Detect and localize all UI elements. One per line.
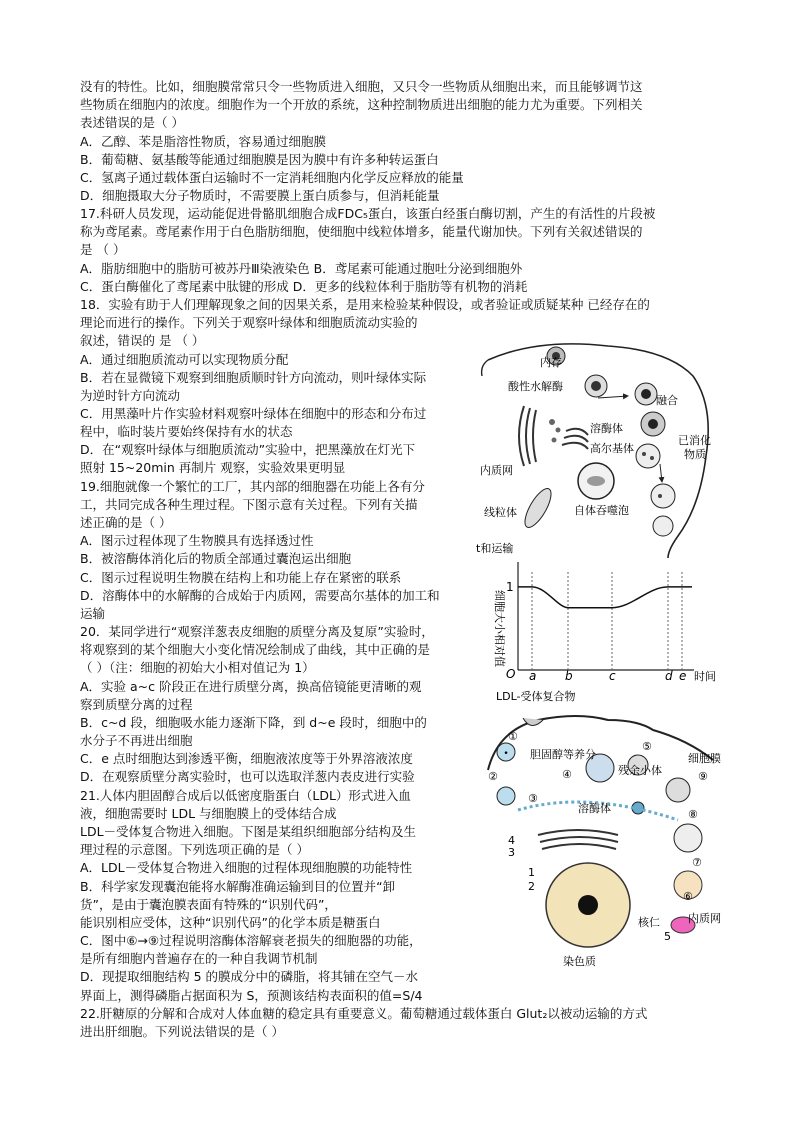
label-neizhiwang: 内质网 (480, 464, 513, 477)
option-line: C．图中⑥→⑨过程说明溶酶体溶解衰老损失的细胞器的功能， (80, 933, 422, 948)
text-line: 水分子不再进出细胞 (80, 733, 193, 748)
label-rongmeiti: 溶酶体 (578, 802, 611, 815)
num-d1: 1 (528, 866, 535, 879)
text-line: 为逆时针方向流动 (80, 388, 181, 403)
option-line: B．葡萄糖、氨基酸等能通过细胞膜是因为膜中有许多种转运蛋白 (80, 152, 439, 167)
option-line: C．用黑藻叶片作实验材料观察叶绿体在细胞中的形态和分布过 (80, 406, 427, 421)
chart-top-label: t和运输 (476, 542, 514, 555)
option-line: A．图示过程体现了生物膜具有选择透过性 (80, 533, 314, 548)
text-line: 运输 (80, 606, 106, 621)
label-ronghe: 融合 (656, 394, 678, 407)
option-line: B．c~d 段，细胞吸水能力逐渐下降，到 d~e 段时，细胞中的 (80, 715, 427, 730)
option-line: A．乙醇、苯是脂溶性物质，容易通过细胞膜 (80, 134, 327, 149)
num-8: ⑧ (688, 808, 698, 821)
text-line: 工，共同完成各种生理过程。下图示意有关过程。下列有关描 (80, 497, 418, 512)
lysosome-diagram (478, 336, 718, 561)
option-line: C．e 点时细胞达到渗透平衡，细胞液浓度等于外界溶液浓度 (80, 751, 413, 766)
option-line: A．LDL－受体复合物进入细胞的过程体现细胞膜的功能特性 (80, 860, 413, 875)
origin-label: O (506, 667, 516, 681)
label-zitishi: 自体吞噬泡 (574, 504, 629, 517)
text-line: 察到质壁分离的过程 (80, 697, 193, 712)
x-tick-c: c (609, 669, 616, 683)
option-line: C．图示过程说明生物膜在结构上和功能上存在紧密的联系 (80, 570, 402, 585)
option-line: D．现提取细胞结构 5 的膜成分中的磷脂，将其铺在空气－水 (80, 969, 419, 984)
option-line: D．溶酶体中的水解酶的合成始于内质网，需要高尔基体的加工和 (80, 588, 440, 603)
num-d5: 5 (664, 930, 671, 943)
option-line: C．蛋白酶催化了鸢尾素中肽键的形成 D．更多的线粒体利于脂肪等有机物的消耗 (80, 279, 528, 294)
cell-size-curve (518, 587, 692, 608)
label-neicun: 内存 (540, 356, 562, 369)
option-line: B．被溶酶体消化后的物质全部通过囊泡运出细胞 (80, 551, 352, 566)
option-line: D．在观察质壁分离实验时，也可以选取洋葱内表皮进行实验 (80, 769, 415, 784)
num-9: ⑨ (698, 770, 708, 783)
text-line: 理论而进行的操作。下列关于观察叶绿体和细胞质流动实验的 (80, 315, 418, 330)
ldl-cell-diagram (478, 690, 728, 970)
text-line: 称为鸢尾素。鸢尾素作用于白色脂肪细胞，使细胞中线粒体增多，能量代谢加快。下列有关叙述错误的 (80, 224, 643, 239)
label-gaoerji: 高尔基体 (590, 442, 634, 455)
text-line: 叙述，错误的 是 （ ） (80, 333, 205, 348)
y-axis-label: 细胞大小相对值 (493, 590, 506, 667)
x-tick-e: e (679, 669, 687, 683)
text-line: 能识别相应受体，这种“识别代码”的化学本质是糖蛋白 (80, 915, 381, 930)
num-1: ① (508, 730, 518, 743)
label-ransezhi: 染色质 (563, 955, 596, 968)
option-line: C．氢离子通过载体蛋白运输时不一定消耗细胞内化学反应释放的能量 (80, 170, 464, 185)
num-d3: 3 (508, 846, 515, 859)
y-tick-1: 1 (506, 579, 514, 594)
question-22: 22.肝糖原的分解和合成对人体血糖的稳定具有重要意义。葡萄糖通过载体蛋白 Glut₂以被动运输的方式 (80, 1006, 648, 1021)
label-heren: 核仁 (638, 916, 660, 929)
label-canyu: 残余小体 (618, 764, 662, 777)
text-line: 些物质在细胞内的浓度。细胞作为一个开放的系统，这种控制物质进出细胞的能力尤为重要。下列相关 (80, 97, 643, 112)
text-line: LDL－受体复合物进入细胞。下图是某组织细胞部分结构及生 (80, 824, 417, 839)
question-18: 18．实验有助于人们理解现象之间的因果关系，是用来检验某种假设，或者验证或质疑某种 已经存在的 (80, 297, 650, 312)
x-tick-b: b (565, 669, 573, 683)
num-d2: 2 (528, 880, 535, 893)
num-3: ③ (528, 792, 538, 805)
label-xibaomo: 细胞膜 (688, 752, 721, 765)
text-line: 货”，是由于囊泡膜表面有特殊的“识别代码”， (80, 897, 337, 912)
option-line: A．实验 a~c 阶段正在进行质壁分离，换高倍镜能更清晰的观 (80, 679, 422, 694)
label-xianliti: 线粒体 (484, 506, 517, 519)
text-line: 没有的特性。比如，细胞膜常常只令一些物质进入细胞，又只令一些物质从细胞出来，而且能够调节这 (80, 79, 643, 94)
text-line: 是所有细胞内普遍存在的一种自我调节机制 (80, 951, 318, 966)
text-line: 界面上，测得磷脂占据面积为 S，预测该结构表面积的值=S/4 (80, 988, 423, 1003)
num-d4: 4 (508, 834, 515, 847)
text-line: 程中，临时装片要始终保持有水的状态 (80, 424, 293, 439)
option-line: A．通过细胞质流动可以实现物质分配 (80, 352, 289, 367)
num-7: ⑦ (692, 856, 702, 869)
text-line: 理过程的示意图。下列选项正确的是（ ） (80, 842, 309, 857)
text-line: 进出肝细胞。下列说法错误的是（ ） (80, 1024, 284, 1039)
x-tick-d: d (665, 669, 673, 683)
question-19: 19.细胞就像一个繁忙的工厂，其内部的细胞器在功能上各有分 (80, 479, 425, 494)
label-suanxing: 酸性水解酶 (508, 380, 563, 393)
label-neizhiwang: 内质网 (688, 912, 721, 925)
num-2: ② (488, 770, 498, 783)
text-line: （ ）（注：细胞的初始大小相对值记为 1） (80, 660, 315, 675)
num-5: ⑤ (642, 740, 652, 753)
option-line: D．细胞摄取大分子物质时，不需要膜上蛋白质参与，但消耗能量 (80, 188, 440, 203)
option-line: A．脂肪细胞中的脂肪可被苏丹Ⅲ染液染色 B．鸢尾素可能通过胞吐分泌到细胞外 (80, 261, 523, 276)
text-line: 液，细胞需要时 LDL 与细胞膜上的受体结合成 (80, 806, 337, 821)
label-ldl: LDL-受体复合物 (496, 690, 576, 703)
question-21: 21.人体内胆固醇合成后以低密度脂蛋白（LDL）形式进入血 (80, 788, 411, 803)
text-line: 将观察到的某个细胞大小变化情况绘制成了曲线，其中正确的是 (80, 642, 431, 657)
text-line: 是 （ ） (80, 242, 126, 257)
x-axis-label: 时间 (694, 670, 716, 683)
label-danguchun: 胆固醇等养分 (530, 748, 596, 761)
question-20: 20．某同学进行“观察洋葱表皮细胞的质壁分离及复原”实验时， (80, 624, 434, 639)
text-line: 述正确的是（ ） (80, 515, 172, 530)
option-line: D．在“观察叶绿体与细胞质流动”实验中，把黑藻放在灯光下 (80, 442, 416, 457)
label-yixiaohua: 已消化 (678, 434, 711, 447)
text-line: 照射 15~20min 再制片 观察，实验效果更明显 (80, 460, 346, 475)
option-line: B．若在显微镜下观察到细胞质顺时针方向流动，则叶绿体实际 (80, 370, 427, 385)
x-tick-a: a (529, 669, 537, 683)
num-6: ⑥ (683, 890, 693, 903)
num-4: ④ (562, 768, 572, 781)
text-line: 表述错误的是（ ） (80, 115, 184, 130)
cell-size-chart (476, 540, 722, 685)
svg-text:•: • (503, 749, 509, 759)
label-rongmeiti: 溶酶体 (590, 422, 623, 435)
label-wuzhi: 物质 (684, 448, 706, 461)
option-line: B．科学家发现囊泡能将水解酶准确运输到目的位置并“卸 (80, 879, 396, 894)
question-17: 17.科研人员发现，运动能促进骨骼肌细胞合成FDC₅蛋白，该蛋白经蛋白酶切割，产生的有活性的片段被 (80, 206, 656, 221)
